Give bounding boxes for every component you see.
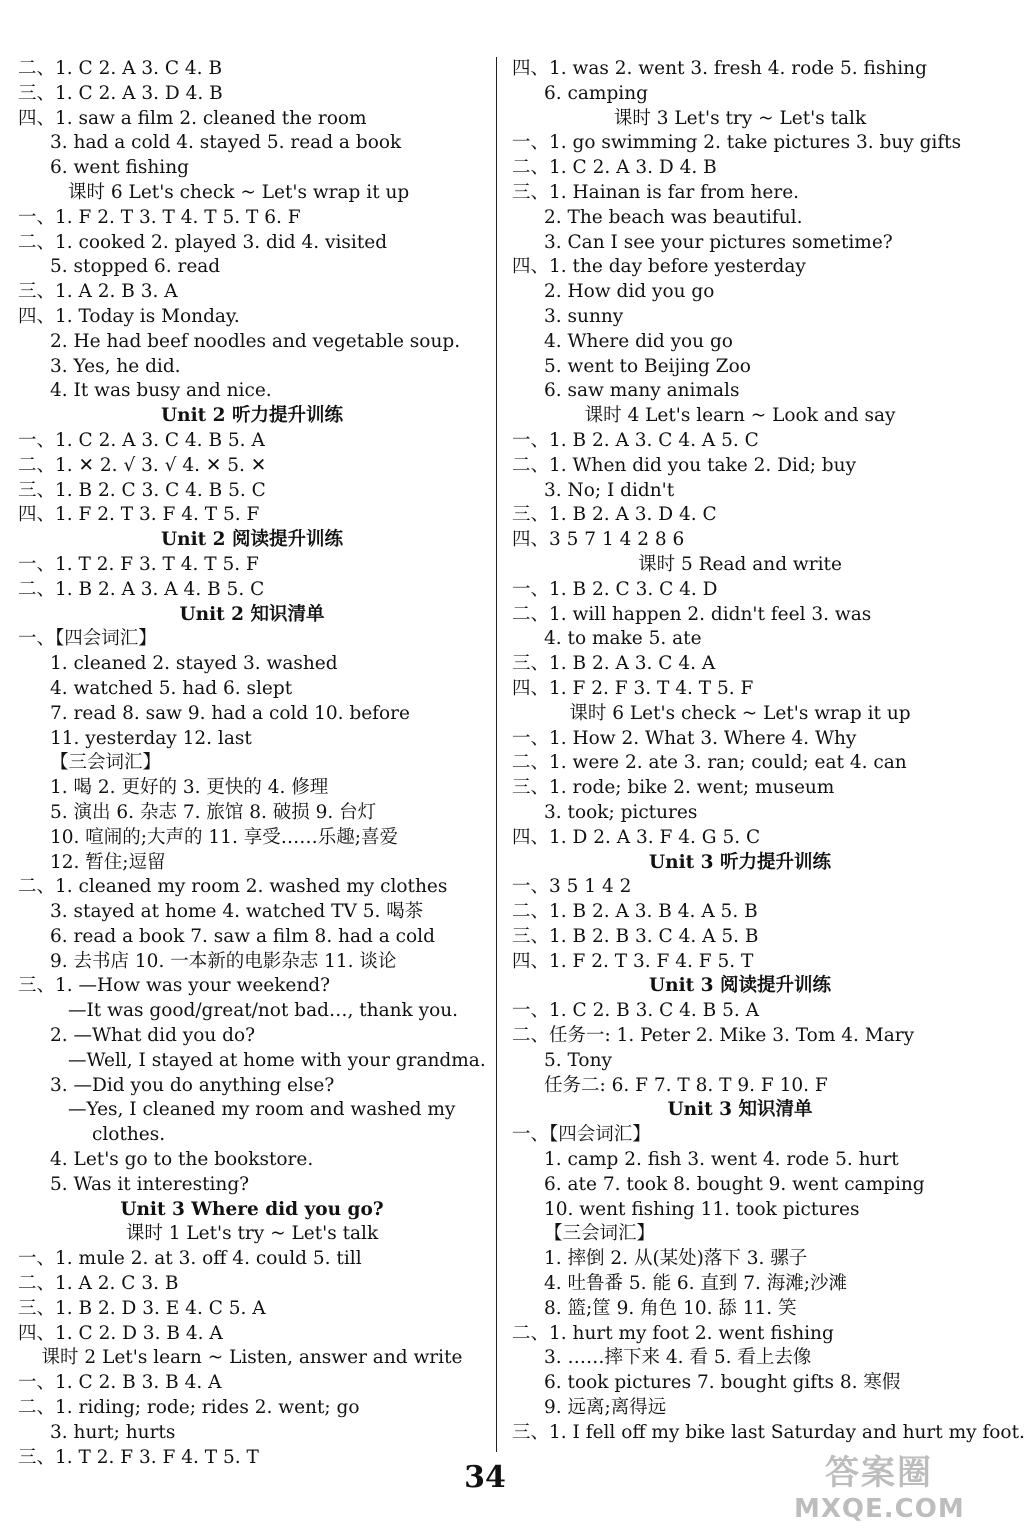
answer-line: 3. Yes, he did.: [50, 355, 181, 377]
answer-line: 四、1. Today is Monday.: [18, 305, 240, 327]
answer-line: 6. camping: [544, 82, 648, 104]
answer-line: Unit 2 听力提升训练: [161, 405, 343, 427]
answer-line: 8. 篮;筐 9. 角色 10. 舔 11. 笑: [544, 1297, 797, 1319]
answer-line: 二、1. C 2. A 3. C 4. B: [18, 58, 223, 79]
answer-line: 二、1. B 2. A 3. A 4. B 5. C: [18, 578, 265, 600]
answer-line: 3. hurt; hurts: [50, 1421, 176, 1443]
answer-line: Unit 3 阅读提升训练: [649, 975, 831, 997]
answer-line: Unit 2 阅读提升训练: [161, 529, 343, 551]
column-divider: [496, 57, 497, 1452]
answer-line: 三、1. B 2. C 3. C 4. B 5. C: [18, 479, 266, 501]
answer-line: 3. ……摔下来 4. 看 5. 看上去像: [544, 1347, 812, 1369]
answer-line: Unit 3 听力提升训练: [649, 851, 831, 873]
answer-line: 三、1. B 2. B 3. C 4. A 5. B: [512, 925, 759, 947]
answer-line: 三、1. T 2. F 3. F 4. T 5. T: [18, 1446, 259, 1468]
answer-line: 二、1. A 2. C 3. B: [18, 1273, 179, 1295]
answer-line: 【三会词汇】: [50, 752, 162, 774]
answer-line: 一、1. C 2. A 3. C 4. B 5. A: [18, 429, 265, 451]
answer-line: Unit 2 知识清单: [179, 603, 325, 625]
answer-line: 一、1. C 2. B 3. B 4. A: [18, 1372, 222, 1394]
answer-line: —Yes, I cleaned my room and washed my: [68, 1099, 456, 1121]
answer-line: 课时 4 Let's learn ~ Look and say: [584, 405, 896, 427]
answer-line: 三、1. B 2. D 3. E 4. C 5. A: [18, 1297, 266, 1319]
watermark-url: MXQE.COM: [794, 1494, 965, 1524]
answer-line: 4. watched 5. had 6. slept: [50, 677, 293, 699]
answer-line: 一、1. B 2. A 3. C 4. A 5. C: [512, 429, 759, 451]
answer-line: 6. read a book 7. saw a film 8. had a cold: [50, 925, 435, 947]
answer-line: 一、1. B 2. C 3. C 4. D: [512, 578, 718, 600]
answer-line: 9. 远离;离得远: [544, 1397, 667, 1419]
answer-line: 1. cleaned 2. stayed 3. washed: [50, 653, 338, 675]
left-column: [18, 57, 486, 1470]
answer-line: 二、1. ✕ 2. √ 3. √ 4. ✕ 5. ✕: [18, 454, 267, 476]
answer-line: 4. to make 5. ate: [544, 628, 702, 650]
answer-line: 一、1. T 2. F 3. T 4. T 5. F: [18, 553, 259, 575]
answer-line: 7. read 8. saw 9. had a cold 10. before: [50, 702, 410, 724]
answer-line: 4. Let's go to the bookstore.: [50, 1149, 314, 1171]
answer-line: 【三会词汇】: [544, 1223, 656, 1245]
answer-line: 三、1. A 2. B 3. A: [18, 281, 178, 303]
answer-line: 6. took pictures 7. bought gifts 8. 寒假: [544, 1372, 901, 1394]
answer-line: —Well, I stayed at home with your grandma.: [68, 1049, 486, 1071]
answer-line: Unit 3 知识清单: [667, 1099, 813, 1121]
answer-line: 3. No; I didn't: [544, 479, 675, 501]
answer-line: 一、1. C 2. B 3. C 4. B 5. A: [512, 1000, 760, 1022]
answer-line: 二、1. cooked 2. played 3. did 4. visited: [18, 231, 388, 253]
answer-line: clothes.: [92, 1124, 166, 1146]
answer-line: 6. ate 7. took 8. bought 9. went camping: [544, 1173, 925, 1195]
answer-line: 2. —What did you do?: [50, 1025, 256, 1047]
answer-line: 3. Can I see your pictures sometime?: [544, 231, 893, 253]
answer-line: 一、1. F 2. T 3. T 4. T 5. T 6. F: [18, 206, 301, 228]
answer-line: 1. 摔倒 2. 从(某处)落下 3. 骡子: [544, 1248, 808, 1270]
answer-line: 6. saw many animals: [544, 380, 740, 402]
answer-line: 一、1. go swimming 2. take pictures 3. buy gifts: [512, 132, 962, 154]
answer-line: 四、1. saw a film 2. cleaned the room: [18, 107, 367, 129]
answer-line: 课时 5 Read and write: [638, 553, 842, 575]
answer-line: 三、1. I fell off my bike last Saturday and hurt my foot.: [512, 1421, 1025, 1443]
answer-line: 三、1. rode; bike 2. went; museum: [512, 777, 835, 799]
answer-line: 四、1. D 2. A 3. F 4. G 5. C: [512, 826, 761, 848]
answer-line: 课时 3 Let's try ~ Let's talk: [613, 107, 867, 129]
answer-line: 二、1. hurt my foot 2. went fishing: [512, 1322, 834, 1344]
answer-line: 三、1. B 2. A 3. D 4. C: [512, 504, 717, 526]
answer-line: 5. Tony: [544, 1049, 612, 1071]
answer-line: 二、1. riding; rode; rides 2. went; go: [18, 1397, 360, 1419]
answer-line: 任务二: 6. F 7. T 8. T 9. F 10. F: [544, 1074, 828, 1096]
answer-line: 10. went fishing 11. took pictures: [544, 1198, 860, 1220]
watermark-logo: 答案圈: [825, 1453, 933, 1493]
answer-line: 四、3 5 7 1 4 2 8 6: [512, 529, 685, 551]
answer-line: Unit 3 Where did you go?: [120, 1198, 384, 1220]
answer-line: 5. stopped 6. read: [50, 256, 221, 278]
answer-line: 3. had a cold 4. stayed 5. read a book: [50, 132, 402, 154]
answer-line: 3. took; pictures: [544, 801, 698, 823]
answer-line: 2. He had beef noodles and vegetable soup.: [50, 330, 461, 352]
answer-line: 二、1. cleaned my room 2. washed my clothes: [18, 876, 448, 898]
answer-line: 一、【四会词汇】: [512, 1124, 651, 1146]
answer-line: 四、1. the day before yesterday: [512, 256, 806, 278]
answer-line: 3. —Did you do anything else?: [50, 1074, 335, 1096]
answer-line: 一、1. How 2. What 3. Where 4. Why: [512, 727, 857, 749]
answer-line: 12. 暂住;逗留: [50, 851, 166, 873]
answer-line: 1. camp 2. fish 3. went 4. rode 5. hurt: [544, 1149, 899, 1171]
answer-line: —It was good/great/not bad…, thank you.: [68, 1000, 458, 1022]
answer-line: 二、1. were 2. ate 3. ran; could; eat 4. can: [512, 752, 907, 774]
answer-line: 9. 去书店 10. 一本新的电影杂志 11. 谈论: [50, 950, 397, 972]
watermark: [794, 1452, 964, 1532]
answer-line: 二、1. C 2. A 3. D 4. B: [512, 157, 717, 179]
answer-line: 四、1. F 2. T 3. F 4. F 5. T: [512, 950, 754, 972]
answer-line: 二、1. When did you take 2. Did; buy: [512, 454, 857, 476]
answer-line: 4. It was busy and nice.: [50, 380, 272, 402]
answer-line: 3. sunny: [544, 305, 624, 327]
answer-line: 11. yesterday 12. last: [50, 727, 252, 749]
right-column: [512, 57, 1025, 1446]
answer-line: 课时 6 Let's check ~ Let's wrap it up: [569, 702, 911, 724]
answer-line: 四、1. F 2. T 3. F 4. T 5. F: [18, 504, 260, 526]
answer-line: 1. 喝 2. 更好的 3. 更快的 4. 修理: [50, 777, 329, 799]
answer-line: 课时 1 Let's try ~ Let's talk: [125, 1223, 379, 1245]
answer-line: 一、3 5 1 4 2: [512, 876, 632, 898]
answer-line: 10. 喧闹的;大声的 11. 享受……乐趣;喜爱: [50, 826, 398, 848]
answer-line: 三、1. Hainan is far from here.: [512, 181, 800, 203]
answer-line: 5. Was it interesting?: [50, 1173, 250, 1195]
answer-line: 4. Where did you go: [544, 330, 733, 352]
answer-line: 三、1. —How was your weekend?: [18, 975, 331, 997]
answer-line: 课时 6 Let's check ~ Let's wrap it up: [68, 181, 410, 203]
answer-line: 2. The beach was beautiful.: [544, 206, 803, 228]
answer-line: 二、1. will happen 2. didn't feel 3. was: [512, 603, 872, 625]
answer-line: 2. How did you go: [544, 281, 715, 303]
answer-line: 三、1. B 2. A 3. C 4. A: [512, 653, 716, 675]
answer-line: 3. stayed at home 4. watched TV 5. 喝茶: [50, 901, 424, 923]
answer-line: 5. 演出 6. 杂志 7. 旅馆 8. 破损 9. 台灯: [50, 801, 377, 823]
answer-line: 四、1. was 2. went 3. fresh 4. rode 5. fishing: [512, 58, 927, 79]
answer-line: 5. went to Beijing Zoo: [544, 355, 751, 377]
page-number: 34: [464, 1460, 506, 1495]
answer-line: 四、1. C 2. D 3. B 4. A: [18, 1322, 223, 1344]
answer-line: 4. 吐鲁番 5. 能 6. 直到 7. 海滩;沙滩: [544, 1273, 848, 1295]
answer-line: 四、1. F 2. F 3. T 4. T 5. F: [512, 677, 754, 699]
answer-line: 二、任务一: 1. Peter 2. Mike 3. Tom 4. Mary: [512, 1025, 915, 1047]
answer-line: 二、1. B 2. A 3. B 4. A 5. B: [512, 901, 758, 923]
answer-line: 一、1. mule 2. at 3. off 4. could 5. till: [18, 1248, 362, 1270]
answer-line: 6. went fishing: [50, 157, 189, 179]
answer-line: 三、1. C 2. A 3. D 4. B: [18, 82, 223, 104]
answer-line: 一、【四会词汇】: [18, 628, 157, 650]
answer-line: 课时 2 Let's learn ~ Listen, answer and write: [41, 1347, 463, 1369]
